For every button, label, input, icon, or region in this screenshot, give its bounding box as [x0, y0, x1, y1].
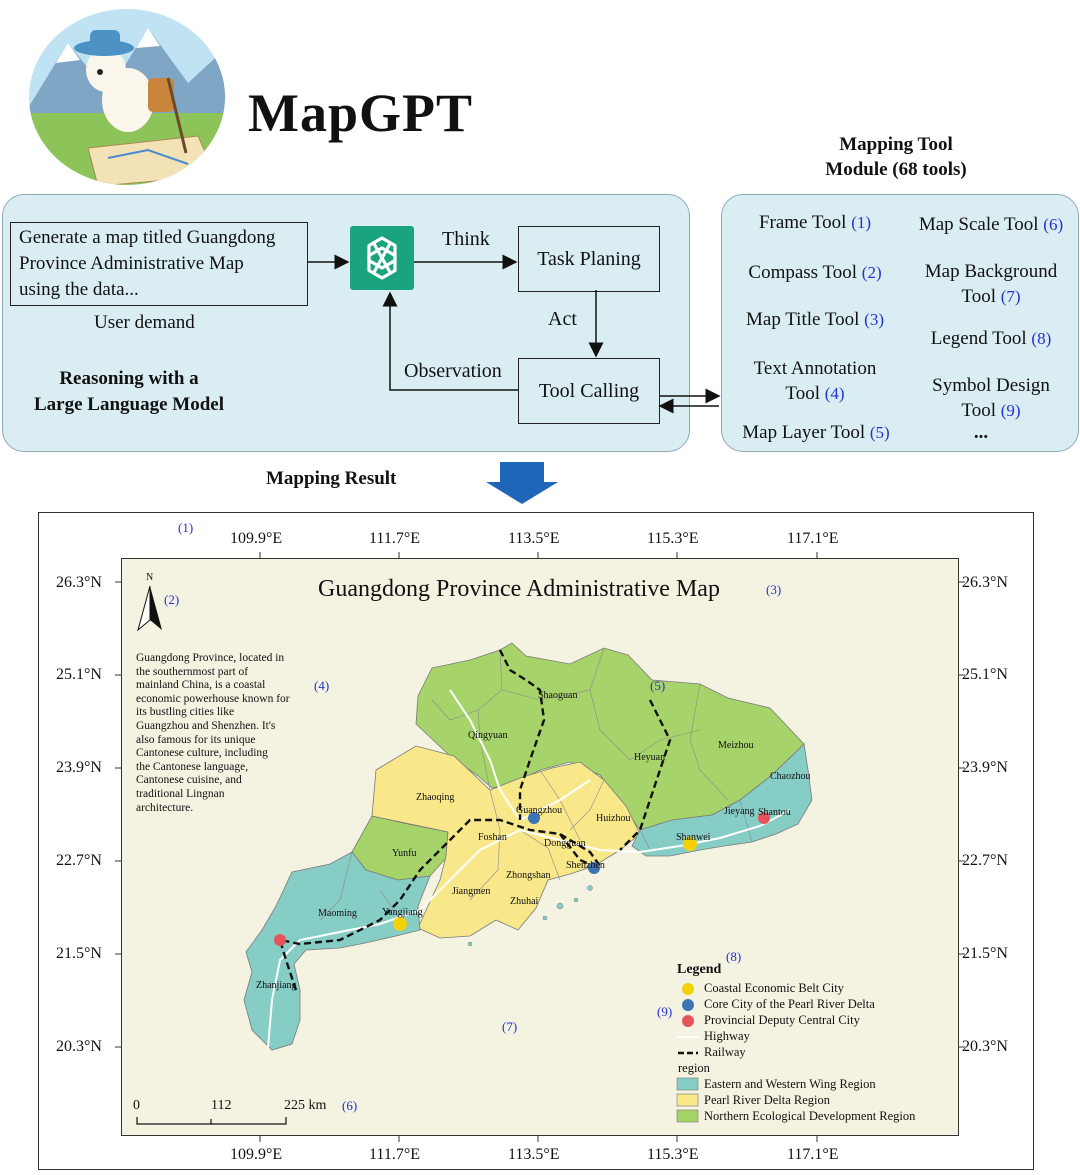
city-label: Zhuhai	[510, 896, 539, 907]
annotation-line: Cantonese cuisine, and	[136, 774, 242, 787]
annotation-line: also famous for its unique	[136, 733, 256, 746]
scale-label: 0	[133, 1098, 140, 1113]
tool-number: (9)	[1000, 401, 1021, 420]
tool-number: (1)	[851, 213, 872, 232]
observation-label: Observation	[404, 360, 502, 382]
lat-label: 26.3°N	[56, 574, 102, 591]
city-label: Dongguan	[544, 838, 586, 849]
annotation-line: its bustling cities like	[136, 706, 235, 719]
tool-name: Tool	[961, 400, 996, 421]
scale-label: 225 km	[284, 1098, 327, 1113]
city-label: Maoming	[318, 908, 357, 919]
city-label: Chaozhou	[770, 771, 811, 782]
user-demand-line: Province Administrative Map	[19, 253, 244, 274]
tool-name: Frame Tool	[758, 212, 847, 233]
legend-item: Coastal Economic Belt City	[704, 981, 844, 995]
lat-label: 23.9°N	[56, 759, 102, 776]
annotation-line: the Cantonese language,	[136, 760, 249, 773]
city-label: Yunfu	[392, 848, 417, 859]
tool-marker: (4)	[314, 678, 330, 693]
tool-number: (8)	[1031, 329, 1052, 348]
deputy-city-marker	[274, 934, 286, 946]
legend-item: Highway	[704, 1029, 750, 1043]
legend-title: Legend	[677, 962, 722, 977]
legend-item: Provincial Deputy Central City	[704, 1013, 860, 1027]
lat-label: 21.5°N	[962, 945, 1008, 962]
legend-item: Core City of the Pearl River Delta	[704, 997, 875, 1011]
lat-label: 20.3°N	[962, 1038, 1008, 1055]
lon-label: 115.3°E	[647, 530, 699, 547]
tool-name: Tool	[961, 286, 996, 307]
legend-pearl-river-swatch	[677, 1094, 698, 1106]
tool-number: (2)	[861, 263, 882, 282]
city-label: Meizhou	[718, 740, 754, 751]
user-demand-label: User demand	[94, 312, 195, 333]
legend-deputy-symbol	[682, 1015, 694, 1027]
annotation-line: mainland China, is a coastal	[136, 679, 266, 692]
reasoning-label-line: Reasoning with a	[59, 368, 199, 389]
tool-name: Map Background	[924, 261, 1058, 282]
legend-core-symbol	[682, 999, 694, 1011]
tool-name: Compass Tool	[748, 262, 858, 283]
tool-calling-box: Tool Calling	[518, 358, 660, 424]
legend-region: Eastern and Western Wing Region	[704, 1077, 876, 1091]
user-demand-line: Generate a map titled Guangdong	[19, 227, 276, 248]
app-title: MapGPT	[248, 83, 474, 143]
lon-label: 113.5°E	[508, 1146, 560, 1163]
lon-label: 109.9°E	[230, 530, 283, 547]
tool-name: Text Annotation	[753, 358, 877, 379]
annotation-line: the southernmost part of	[136, 665, 249, 678]
city-label: Huizhou	[596, 813, 631, 824]
city-label: Jieyang	[724, 806, 755, 817]
city-label: Foshan	[478, 832, 507, 843]
tool-marker: (7)	[502, 1019, 518, 1034]
tool-name: Symbol Design	[932, 375, 1050, 396]
lon-label: 111.7°E	[369, 1146, 420, 1163]
tool-name: Map Layer Tool	[742, 422, 866, 443]
tool-marker: (1)	[178, 520, 194, 535]
tool-marker: (3)	[766, 582, 782, 597]
annotation-line: architecture.	[136, 801, 194, 814]
city-label: Yangjiang	[382, 907, 423, 918]
legend-symbols	[676, 980, 700, 1130]
city-label: Qingyuan	[468, 730, 508, 741]
legend-eastern-western-swatch	[677, 1078, 698, 1090]
annotation-line: economic powerhouse known for	[136, 692, 290, 705]
tool-number: (5)	[869, 423, 890, 442]
tool-number: (6)	[1043, 215, 1064, 234]
city-label: Jiangmen	[452, 886, 491, 897]
mapping-result-title: Mapping Result	[266, 468, 397, 489]
lat-label: 26.3°N	[962, 574, 1008, 591]
north-label: N	[146, 572, 154, 583]
tool-name: Legend Tool	[930, 328, 1027, 349]
tool-name: Map Scale Tool	[918, 214, 1039, 235]
tool-name: Map Title Tool	[746, 309, 860, 330]
annotation-line: traditional Lingnan	[136, 787, 225, 800]
region-western-wing	[244, 852, 430, 1050]
city-label: Shaoguan	[538, 690, 578, 701]
legend-region: Northern Ecological Development Region	[704, 1109, 916, 1123]
lat-label: 20.3°N	[56, 1038, 102, 1055]
coastal-city-marker	[393, 917, 407, 931]
lat-label: 22.7°N	[962, 852, 1008, 869]
tool-number: (3)	[864, 310, 884, 329]
scale-bar	[134, 1116, 314, 1128]
lon-label: 113.5°E	[508, 530, 560, 547]
tool-module-title-line: Mapping Tool	[839, 134, 953, 155]
legend-region-title: region	[678, 1061, 710, 1075]
tool-marker: (8)	[726, 949, 742, 964]
city-label: Guangzhou	[516, 805, 563, 816]
legend-northern-swatch	[677, 1110, 698, 1122]
tool-marker: (5)	[650, 678, 666, 693]
tool-number: (4)	[824, 384, 845, 403]
lat-label: 21.5°N	[56, 945, 102, 962]
user-demand-line: using the data...	[19, 279, 139, 300]
city-label: Shenzhen	[566, 860, 605, 871]
city-label: Shantou	[758, 807, 791, 818]
lat-label: 22.7°N	[56, 852, 102, 869]
think-label: Think	[442, 228, 490, 250]
city-label: Heyuan	[634, 752, 666, 763]
tool-name: Tool	[785, 383, 820, 404]
city-label: Zhanjiang	[256, 980, 297, 991]
lon-label: 117.1°E	[787, 1146, 839, 1163]
city-label: Zhongshan	[506, 870, 551, 881]
lat-label: 25.1°N	[56, 666, 102, 683]
city-label: Shanwei	[676, 832, 711, 843]
annotation-line: Cantonese culture, including	[136, 747, 268, 760]
task-planning-box: Task Planing	[518, 226, 660, 292]
annotation-line: Guangzhou and Shenzhen. It's	[136, 719, 276, 732]
tool-marker: (2)	[164, 592, 180, 607]
city-label: Zhaoqing	[416, 792, 455, 803]
legend-region: Pearl River Delta Region	[704, 1093, 831, 1107]
lat-label: 23.9°N	[962, 759, 1008, 776]
tool-marker: (6)	[342, 1098, 358, 1113]
lon-label: 115.3°E	[647, 1146, 699, 1163]
legend-coastal-symbol	[682, 983, 694, 995]
lon-label: 109.9°E	[230, 1146, 283, 1163]
lat-label: 25.1°N	[962, 666, 1008, 683]
act-label: Act	[548, 308, 577, 330]
tool-item-more: ...	[973, 422, 989, 443]
map-title: Guangdong Province Administrative Map	[318, 576, 720, 602]
tool-number: (7)	[1000, 287, 1021, 306]
lon-label: 111.7°E	[369, 530, 420, 547]
reasoning-label-line: Large Language Model	[34, 394, 224, 415]
legend-item: Railway	[704, 1045, 746, 1059]
annotation-line: Guangdong Province, located in	[136, 652, 285, 664]
scale-label: 112	[211, 1098, 232, 1113]
tool-marker: (9)	[657, 1004, 673, 1019]
tool-module-title-line: Module (68 tools)	[825, 159, 967, 180]
lon-label: 117.1°E	[787, 530, 839, 547]
